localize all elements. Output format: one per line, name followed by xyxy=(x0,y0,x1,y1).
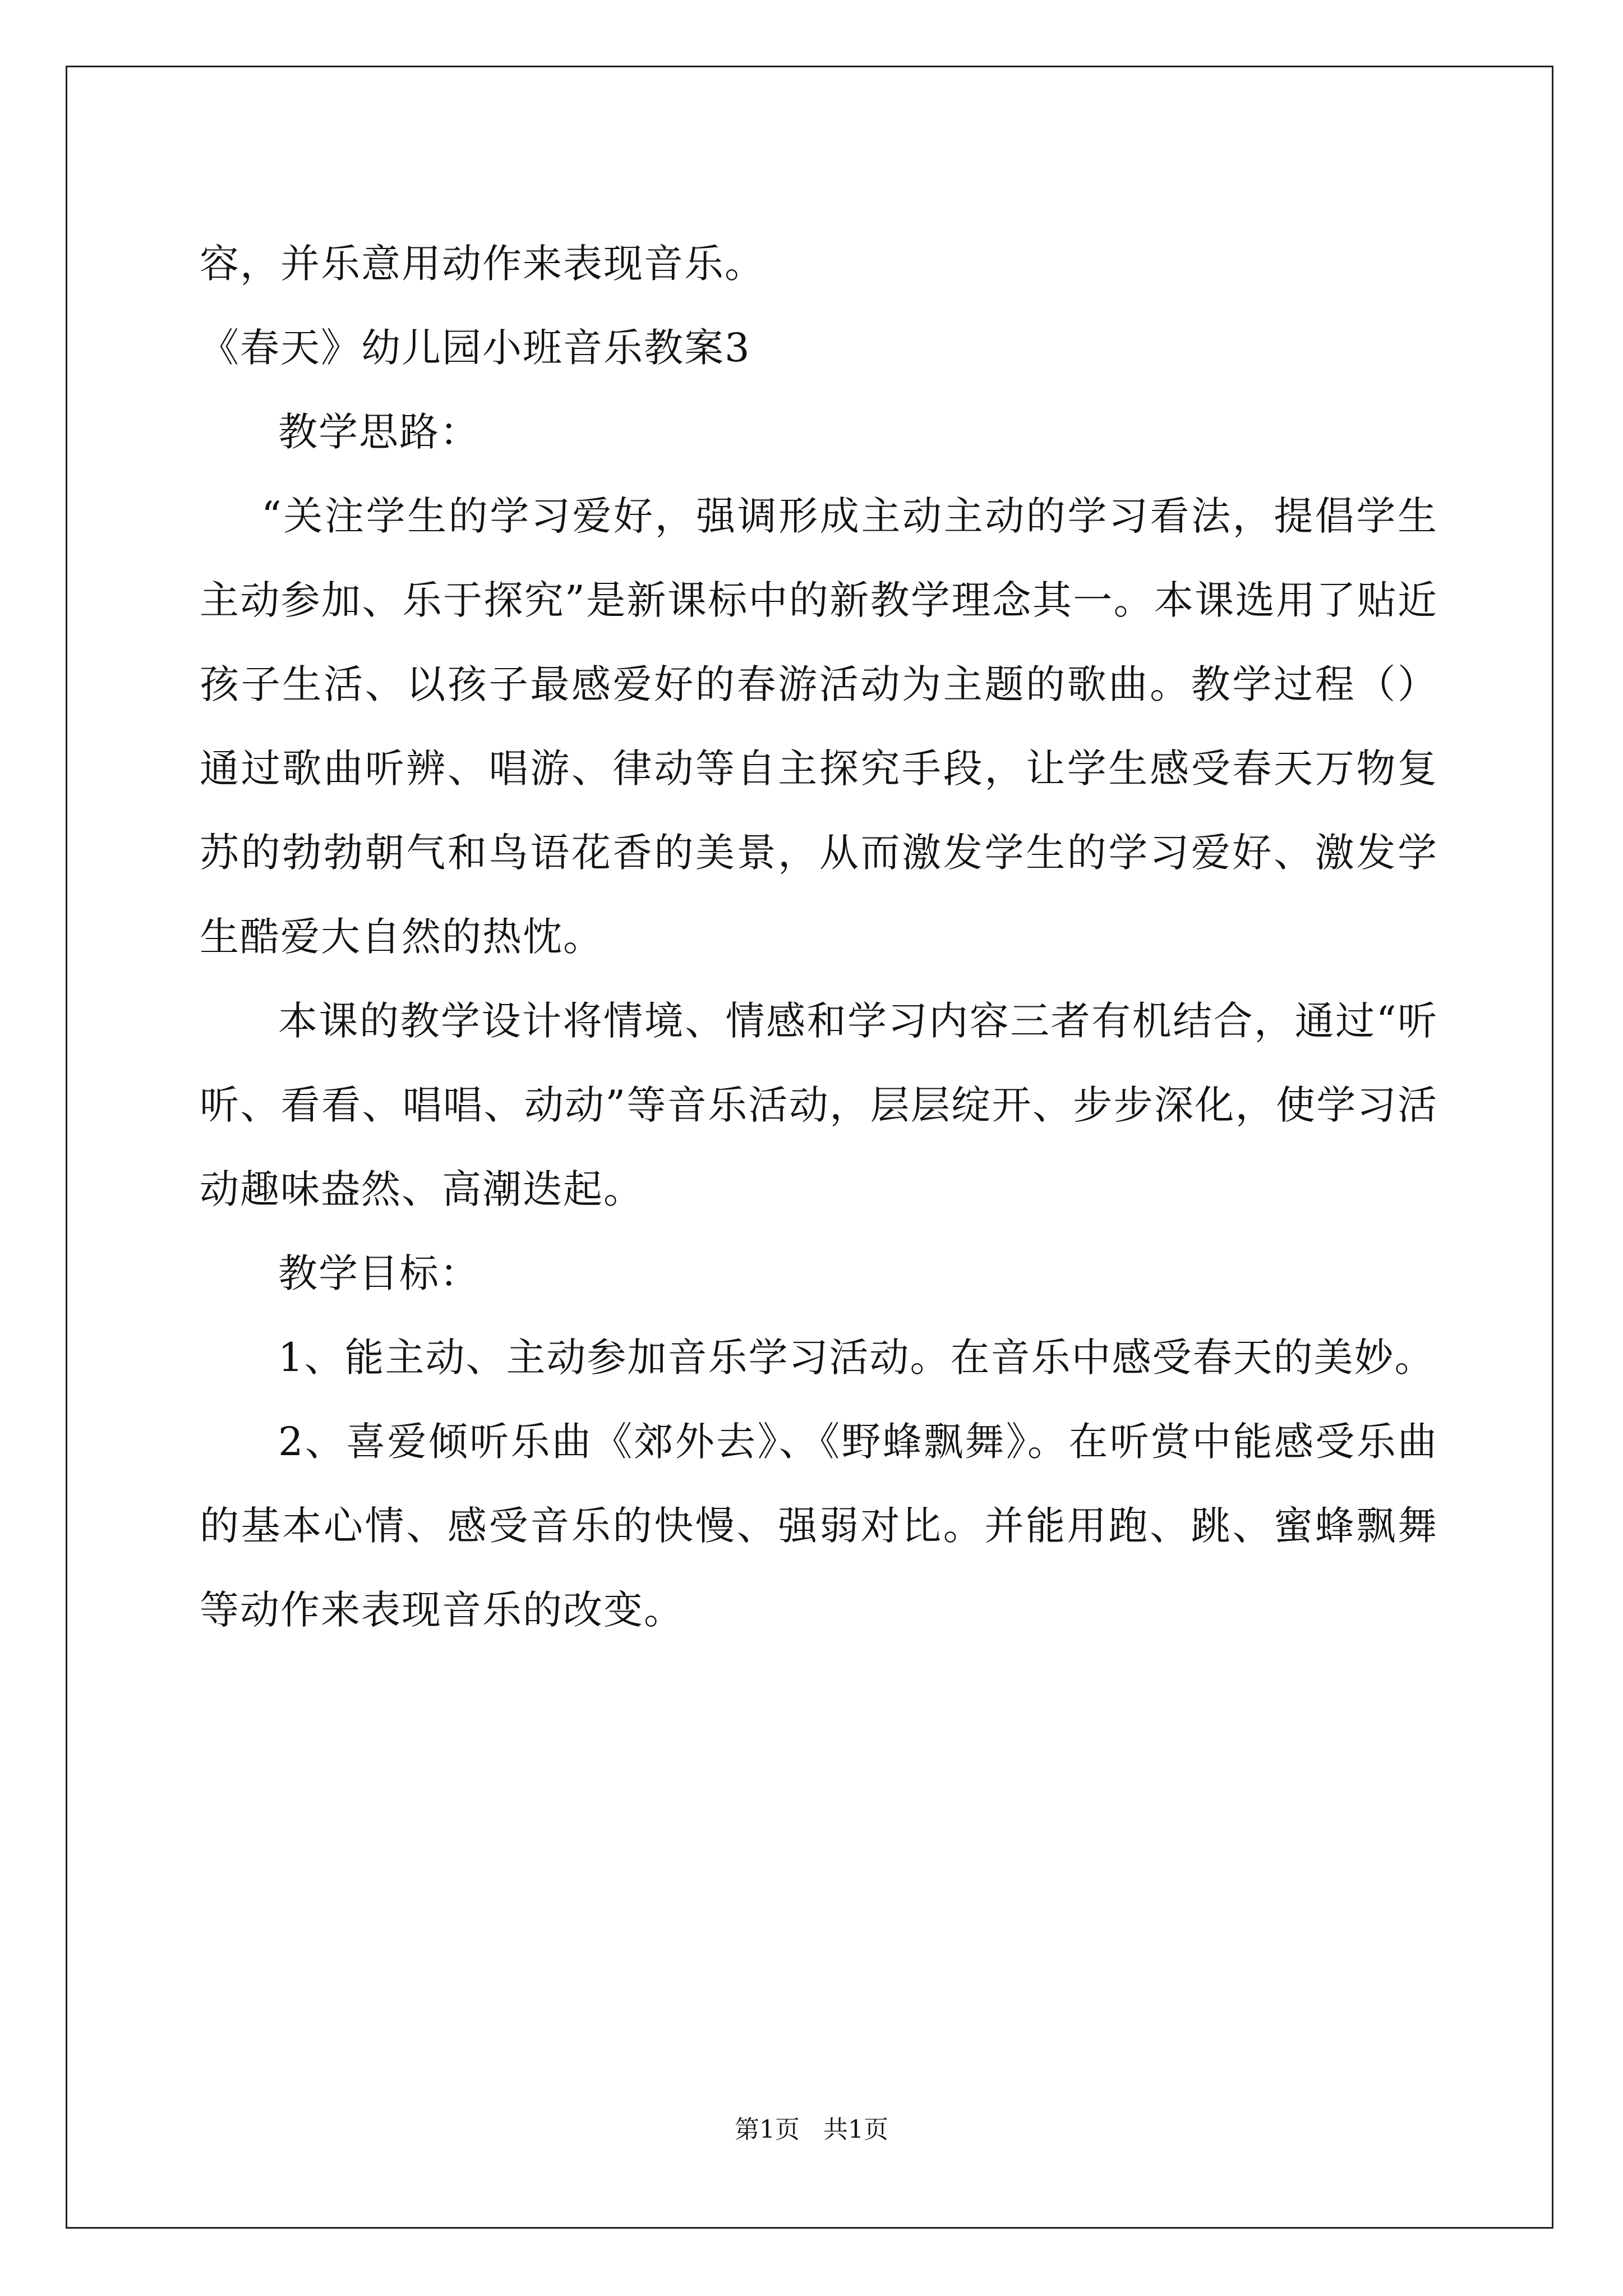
paragraph-teaching-approach: “关注学生的学习爱好，强调形成主动主动的学习看法，提倡学生主动参加、乐于探究”是新课标中的新教学理念其一。本课选用了贴近孩子生活、以孩子最感爱好的春游活动为主题的歌曲。教学过程（）通过歌曲听辨、唱游、律动等自主探究手段，让学生感受春天万物复苏的勃勃朝气和鸟语花香的美景，从而激发学生的学习爱好、激发学生酷爱大自然的热忱。 xyxy=(200,493,1438,960)
page-number: 第1页 xyxy=(735,2115,800,2144)
heading-teaching-approach: 教学思路： xyxy=(278,409,480,455)
goal-item-2: 2、喜爱倾听乐曲《郊外去》、《野蜂飘舞》。在听赏中能感受乐曲的基本心情、感受音乐的快慢、强弱对比。并能用跑、跳、蜜蜂飘舞等动作来表现音乐的改变。 xyxy=(200,1419,1438,1633)
document-body xyxy=(200,222,1438,1652)
heading-teaching-goals: 教学目标： xyxy=(278,1250,480,1296)
goal-item-1: 1、能主动、主动参加音乐学习活动。在音乐中感受春天的美妙。 xyxy=(278,1335,1435,1381)
paragraph-continuation: 容，并乐意用动作来表现音乐。 xyxy=(200,241,765,287)
paragraph-design: 本课的教学设计将情境、情感和学习内容三者有机结合，通过“听听、看看、唱唱、动动”等音乐活动，层层绽开、步步深化，使学习活动趣味盎然、高潮迭起。 xyxy=(200,998,1438,1212)
section-title: 《春天》幼儿园小班音乐教案3 xyxy=(200,325,751,371)
page-total: 共1页 xyxy=(823,2115,888,2144)
page-footer xyxy=(0,2109,1623,2145)
